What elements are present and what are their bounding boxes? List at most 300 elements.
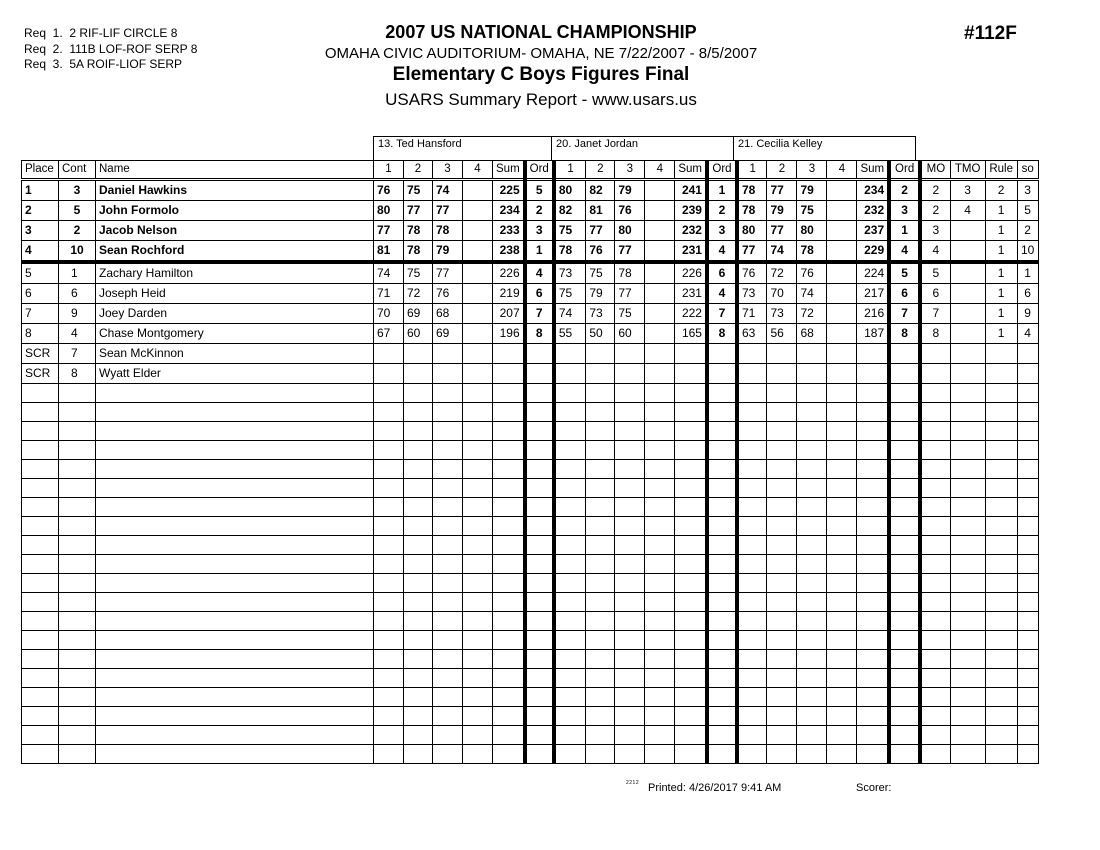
so-cell [1017, 441, 1038, 460]
judge-2-ordinal: 6 [707, 262, 737, 284]
judge-3-score-3: 76 [797, 262, 827, 284]
judge-2-score-4 [645, 403, 675, 422]
mo-cell [920, 555, 950, 574]
judge-3-score-3 [797, 384, 827, 403]
judge-2-score-3 [615, 364, 645, 384]
judge-1-score-4 [463, 403, 493, 422]
judge-1-sum [493, 441, 525, 460]
judge-1-ordinal [525, 384, 554, 403]
tmo-cell [950, 650, 985, 669]
judge-1-score-3 [433, 403, 463, 422]
judge-2-score-2 [586, 650, 615, 669]
judge-1-score-3: 68 [433, 304, 463, 324]
col-j1-s1: 1 [374, 161, 404, 180]
judge-3-ordinal [889, 555, 920, 574]
judge-3-score-4 [827, 441, 857, 460]
tmo-cell [950, 460, 985, 479]
judge-1-score-4 [463, 536, 493, 555]
tmo-cell: 3 [950, 180, 985, 201]
judge-2-score-2: 77 [586, 221, 615, 241]
mo-cell: 7 [920, 304, 950, 324]
judge-1-ordinal: 3 [525, 221, 554, 241]
cont-cell [59, 555, 96, 574]
judge-3-sum [857, 555, 889, 574]
name-cell: Joseph Heid [96, 284, 374, 304]
judge-3-score-3 [797, 631, 827, 650]
empty-row [22, 460, 1039, 479]
judge-1-score-2 [404, 650, 433, 669]
so-cell [1017, 498, 1038, 517]
judge-3-score-1 [737, 650, 767, 669]
judge-3-score-4 [827, 262, 857, 284]
judge-3-score-4 [827, 221, 857, 241]
place-cell [22, 422, 59, 441]
cont-cell [59, 745, 96, 764]
rule-cell [985, 422, 1017, 441]
judge-2-score-4 [645, 460, 675, 479]
place-cell [22, 574, 59, 593]
cont-cell [59, 384, 96, 403]
judge-1-score-1 [374, 612, 404, 631]
judge-3-ordinal [889, 460, 920, 479]
place-cell: 2 [22, 201, 59, 221]
col-j3-s1: 1 [737, 161, 767, 180]
empty-row [22, 422, 1039, 441]
cont-cell: 6 [59, 284, 96, 304]
mo-cell [920, 344, 950, 364]
judge-3-score-4 [827, 241, 857, 263]
judge-2-ordinal [707, 707, 737, 726]
judge-2-sum [675, 498, 707, 517]
judge-2-score-3 [615, 536, 645, 555]
tmo-cell [950, 498, 985, 517]
judge-3-sum: 224 [857, 262, 889, 284]
judge-2-score-4 [645, 517, 675, 536]
judge-3-score-1: 78 [737, 180, 767, 201]
judge-2-score-1 [554, 612, 586, 631]
name-cell [96, 707, 374, 726]
judge-1-score-3: 76 [433, 284, 463, 304]
judge-2-score-4 [645, 536, 675, 555]
judge-2-score-1: 78 [554, 241, 586, 263]
judge-2-ordinal: 3 [707, 221, 737, 241]
judge-2-score-1: 73 [554, 262, 586, 284]
tmo-cell [950, 284, 985, 304]
rule-cell: 1 [985, 324, 1017, 344]
judge-2-score-2 [586, 555, 615, 574]
so-cell [1017, 364, 1038, 384]
table-row [22, 324, 1039, 344]
name-cell: John Formolo [96, 201, 374, 221]
col-place: Place [22, 161, 59, 180]
cont-cell: 7 [59, 344, 96, 364]
judge-2-score-1 [554, 726, 586, 745]
judge-2-score-3: 79 [615, 180, 645, 201]
place-cell: SCR [22, 364, 59, 384]
judge-2-score-4 [645, 650, 675, 669]
mo-cell [920, 726, 950, 745]
judge-3-ordinal [889, 688, 920, 707]
judge-2-score-2 [586, 669, 615, 688]
judge-3-score-2 [767, 669, 797, 688]
name-cell [96, 688, 374, 707]
judge-1-score-3: 77 [433, 262, 463, 284]
column-header-row [22, 161, 1039, 180]
judge-3-score-1: 63 [737, 324, 767, 344]
judge-3-score-2 [767, 612, 797, 631]
judge-3-sum [857, 441, 889, 460]
tmo-cell [950, 745, 985, 764]
judge-1-ordinal [525, 726, 554, 745]
judge-1-score-2 [404, 536, 433, 555]
judge-1-ordinal [525, 745, 554, 764]
judge-3-score-2: 79 [767, 201, 797, 221]
name-cell [96, 574, 374, 593]
rule-cell [985, 498, 1017, 517]
so-cell [1017, 403, 1038, 422]
judge-1-ordinal [525, 574, 554, 593]
judge-1-score-4 [463, 612, 493, 631]
judge-3-score-4 [827, 726, 857, 745]
judge-1-score-2 [404, 479, 433, 498]
col-j3-s3: 3 [797, 161, 827, 180]
judge-2-score-3 [615, 726, 645, 745]
cont-cell [59, 479, 96, 498]
judge-2-sum [675, 688, 707, 707]
rule-cell [985, 612, 1017, 631]
judge-1-score-4 [463, 441, 493, 460]
mo-cell [920, 384, 950, 403]
judge-2-score-3: 60 [615, 324, 645, 344]
judge-2-score-3 [615, 574, 645, 593]
tmo-cell [950, 726, 985, 745]
judge-1-score-3 [433, 593, 463, 612]
judge-1-score-3 [433, 555, 463, 574]
place-cell: 6 [22, 284, 59, 304]
table-row [22, 241, 1039, 263]
empty-row [22, 441, 1039, 460]
judge-3-sum [857, 344, 889, 364]
judge-3-ordinal [889, 745, 920, 764]
judge-2-score-1: 55 [554, 324, 586, 344]
judge-3-sum [857, 669, 889, 688]
judge-1-score-4 [463, 344, 493, 364]
requirement-2: Req 2. 111B LOF-ROF SERP 8 [24, 41, 198, 56]
judge-3-ordinal: 5 [889, 262, 920, 284]
judge-1-score-3 [433, 631, 463, 650]
judge-2-sum [675, 403, 707, 422]
place-cell: 3 [22, 221, 59, 241]
judge-1-score-3 [433, 422, 463, 441]
judge-2-score-4 [645, 631, 675, 650]
table-row [22, 262, 1039, 284]
judge-3-score-4 [827, 574, 857, 593]
judge-2-sum [675, 612, 707, 631]
judge-2-ordinal [707, 384, 737, 403]
judge-2-score-2 [586, 344, 615, 364]
col-rule: Rule [985, 161, 1017, 180]
report-title: 2007 US NATIONAL CHAMPIONSHIP [385, 22, 697, 42]
judge-2-score-4 [645, 479, 675, 498]
judge-1-score-1 [374, 441, 404, 460]
judge-1-sum [493, 384, 525, 403]
mo-cell [920, 517, 950, 536]
judge-3-score-1 [737, 536, 767, 555]
empty-row [22, 707, 1039, 726]
judge-1-sum: 234 [493, 201, 525, 221]
judge-1-score-4 [463, 262, 493, 284]
judge-3-score-2 [767, 422, 797, 441]
judge-3-score-3: 68 [797, 324, 827, 344]
judge-2-score-4 [645, 384, 675, 403]
place-cell [22, 403, 59, 422]
judge-1-score-2 [404, 745, 433, 764]
judge-3-header: 21. Cecilia Kelley [733, 136, 916, 160]
cont-cell [59, 612, 96, 631]
judge-1-sum [493, 460, 525, 479]
so-cell: 3 [1017, 180, 1038, 201]
empty-row [22, 555, 1039, 574]
empty-row [22, 574, 1039, 593]
so-cell [1017, 384, 1038, 403]
judge-1-score-3 [433, 479, 463, 498]
place-cell [22, 384, 59, 403]
rule-cell [985, 479, 1017, 498]
judge-3-score-1 [737, 498, 767, 517]
judge-3-ordinal: 6 [889, 284, 920, 304]
judge-3-score-1: 80 [737, 221, 767, 241]
judge-1-ordinal [525, 688, 554, 707]
judge-2-sum: 241 [675, 180, 707, 201]
judge-3-sum: 229 [857, 241, 889, 263]
name-cell [96, 745, 374, 764]
tmo-cell [950, 517, 985, 536]
judge-2-score-2: 79 [586, 284, 615, 304]
judge-3-score-3 [797, 344, 827, 364]
judge-1-ordinal: 6 [525, 284, 554, 304]
judge-3-score-2 [767, 726, 797, 745]
rule-cell: 1 [985, 262, 1017, 284]
judge-3-score-2 [767, 364, 797, 384]
mo-cell [920, 688, 950, 707]
judge-1-score-1 [374, 403, 404, 422]
so-cell [1017, 555, 1038, 574]
judge-1-score-1: 70 [374, 304, 404, 324]
so-cell [1017, 650, 1038, 669]
judge-3-score-3: 72 [797, 304, 827, 324]
tmo-cell [950, 221, 985, 241]
name-cell: Chase Montgomery [96, 324, 374, 344]
mo-cell [920, 745, 950, 764]
mo-cell [920, 422, 950, 441]
judge-3-score-1 [737, 612, 767, 631]
judge-3-score-3: 79 [797, 180, 827, 201]
name-cell [96, 612, 374, 631]
judge-2-score-4 [645, 241, 675, 263]
judge-1-score-2 [404, 669, 433, 688]
so-cell [1017, 344, 1038, 364]
place-cell [22, 479, 59, 498]
place-cell [22, 536, 59, 555]
judge-1-score-4 [463, 707, 493, 726]
place-cell [22, 631, 59, 650]
judge-2-sum [675, 384, 707, 403]
judge-3-ordinal [889, 593, 920, 612]
empty-row [22, 536, 1039, 555]
judge-1-score-4 [463, 593, 493, 612]
table-row [22, 344, 1039, 364]
scorer-label: Scorer: [856, 782, 892, 794]
cont-cell [59, 460, 96, 479]
judge-3-ordinal [889, 517, 920, 536]
judge-3-score-1 [737, 574, 767, 593]
judge-2-sum [675, 517, 707, 536]
tmo-cell [950, 422, 985, 441]
judge-3-sum [857, 574, 889, 593]
rule-cell [985, 384, 1017, 403]
judge-2-score-1 [554, 403, 586, 422]
cont-cell [59, 498, 96, 517]
judge-3-score-2 [767, 631, 797, 650]
judge-3-score-4 [827, 304, 857, 324]
judge-2-score-3 [615, 517, 645, 536]
empty-row [22, 593, 1039, 612]
judge-3-sum: 234 [857, 180, 889, 201]
judge-3-score-1 [737, 707, 767, 726]
judge-3-score-1 [737, 364, 767, 384]
judge-1-ordinal: 1 [525, 241, 554, 263]
judge-3-score-2: 70 [767, 284, 797, 304]
tmo-cell [950, 707, 985, 726]
judge-1-score-2 [404, 555, 433, 574]
judge-2-score-3 [615, 593, 645, 612]
judge-3-score-4 [827, 479, 857, 498]
judge-1-ordinal [525, 479, 554, 498]
rule-cell [985, 555, 1017, 574]
judge-2-ordinal [707, 422, 737, 441]
col-mo: MO [920, 161, 950, 180]
judge-2-score-3 [615, 669, 645, 688]
judge-3-score-2 [767, 517, 797, 536]
judge-3-score-2 [767, 536, 797, 555]
judge-3-sum [857, 422, 889, 441]
table-row [22, 304, 1039, 324]
empty-row [22, 498, 1039, 517]
tmo-cell [950, 479, 985, 498]
judge-1-ordinal [525, 555, 554, 574]
judge-2-score-3: 78 [615, 262, 645, 284]
judge-1-sum [493, 631, 525, 650]
judge-1-score-1 [374, 536, 404, 555]
tmo-cell [950, 441, 985, 460]
mo-cell: 2 [920, 180, 950, 201]
judge-1-score-4 [463, 180, 493, 201]
judge-2-score-1 [554, 631, 586, 650]
judge-1-ordinal [525, 612, 554, 631]
judge-2-score-1 [554, 555, 586, 574]
so-cell [1017, 422, 1038, 441]
judge-1-ordinal [525, 536, 554, 555]
judge-2-score-1: 80 [554, 180, 586, 201]
col-j3-ord: Ord [889, 161, 920, 180]
cont-cell [59, 441, 96, 460]
judge-2-score-2 [586, 688, 615, 707]
judge-1-ordinal [525, 460, 554, 479]
judge-2-score-2: 82 [586, 180, 615, 201]
judge-3-ordinal [889, 364, 920, 384]
judge-3-score-1: 73 [737, 284, 767, 304]
judge-2-sum [675, 364, 707, 384]
rule-cell: 1 [985, 284, 1017, 304]
judge-2-ordinal [707, 726, 737, 745]
cont-cell: 4 [59, 324, 96, 344]
empty-row [22, 650, 1039, 669]
judge-3-score-3: 74 [797, 284, 827, 304]
judge-2-score-1 [554, 479, 586, 498]
judge-1-score-2: 77 [404, 201, 433, 221]
name-cell: Sean Rochford [96, 241, 374, 263]
judge-2-score-2 [586, 364, 615, 384]
judge-3-score-1 [737, 631, 767, 650]
cont-cell [59, 726, 96, 745]
event-number: #112F [964, 23, 1017, 44]
name-cell [96, 555, 374, 574]
tmo-cell [950, 262, 985, 284]
name-cell: Wyatt Elder [96, 364, 374, 384]
tmo-cell [950, 612, 985, 631]
judge-3-score-3 [797, 498, 827, 517]
judge-1-ordinal [525, 422, 554, 441]
judge-1-score-2 [404, 631, 433, 650]
judge-1-score-4 [463, 201, 493, 221]
judge-2-score-1 [554, 669, 586, 688]
cont-cell [59, 517, 96, 536]
place-cell [22, 441, 59, 460]
judge-1-score-1 [374, 344, 404, 364]
judge-1-ordinal [525, 631, 554, 650]
judge-1-score-3 [433, 344, 463, 364]
footer-code: 2212 [626, 780, 640, 786]
judge-3-score-1 [737, 517, 767, 536]
judge-1-ordinal: 4 [525, 262, 554, 284]
judge-1-score-4 [463, 364, 493, 384]
judge-2-score-1 [554, 384, 586, 403]
judge-3-score-3 [797, 650, 827, 669]
judge-2-sum [675, 536, 707, 555]
so-cell [1017, 612, 1038, 631]
judge-3-sum [857, 707, 889, 726]
place-cell [22, 460, 59, 479]
judge-2-score-4 [645, 574, 675, 593]
place-cell: 8 [22, 324, 59, 344]
judge-2-ordinal [707, 364, 737, 384]
judge-3-ordinal: 1 [889, 221, 920, 241]
judge-1-score-3 [433, 745, 463, 764]
judge-2-score-2: 73 [586, 304, 615, 324]
tmo-cell [950, 536, 985, 555]
judge-2-score-1 [554, 688, 586, 707]
judge-2-score-1 [554, 344, 586, 364]
judge-2-score-3 [615, 555, 645, 574]
name-cell [96, 669, 374, 688]
judge-3-score-2: 56 [767, 324, 797, 344]
cont-cell [59, 574, 96, 593]
judge-3-score-1 [737, 422, 767, 441]
name-cell [96, 498, 374, 517]
col-j3-sum: Sum [857, 161, 889, 180]
judge-3-score-3 [797, 745, 827, 764]
judge-1-score-2 [404, 384, 433, 403]
